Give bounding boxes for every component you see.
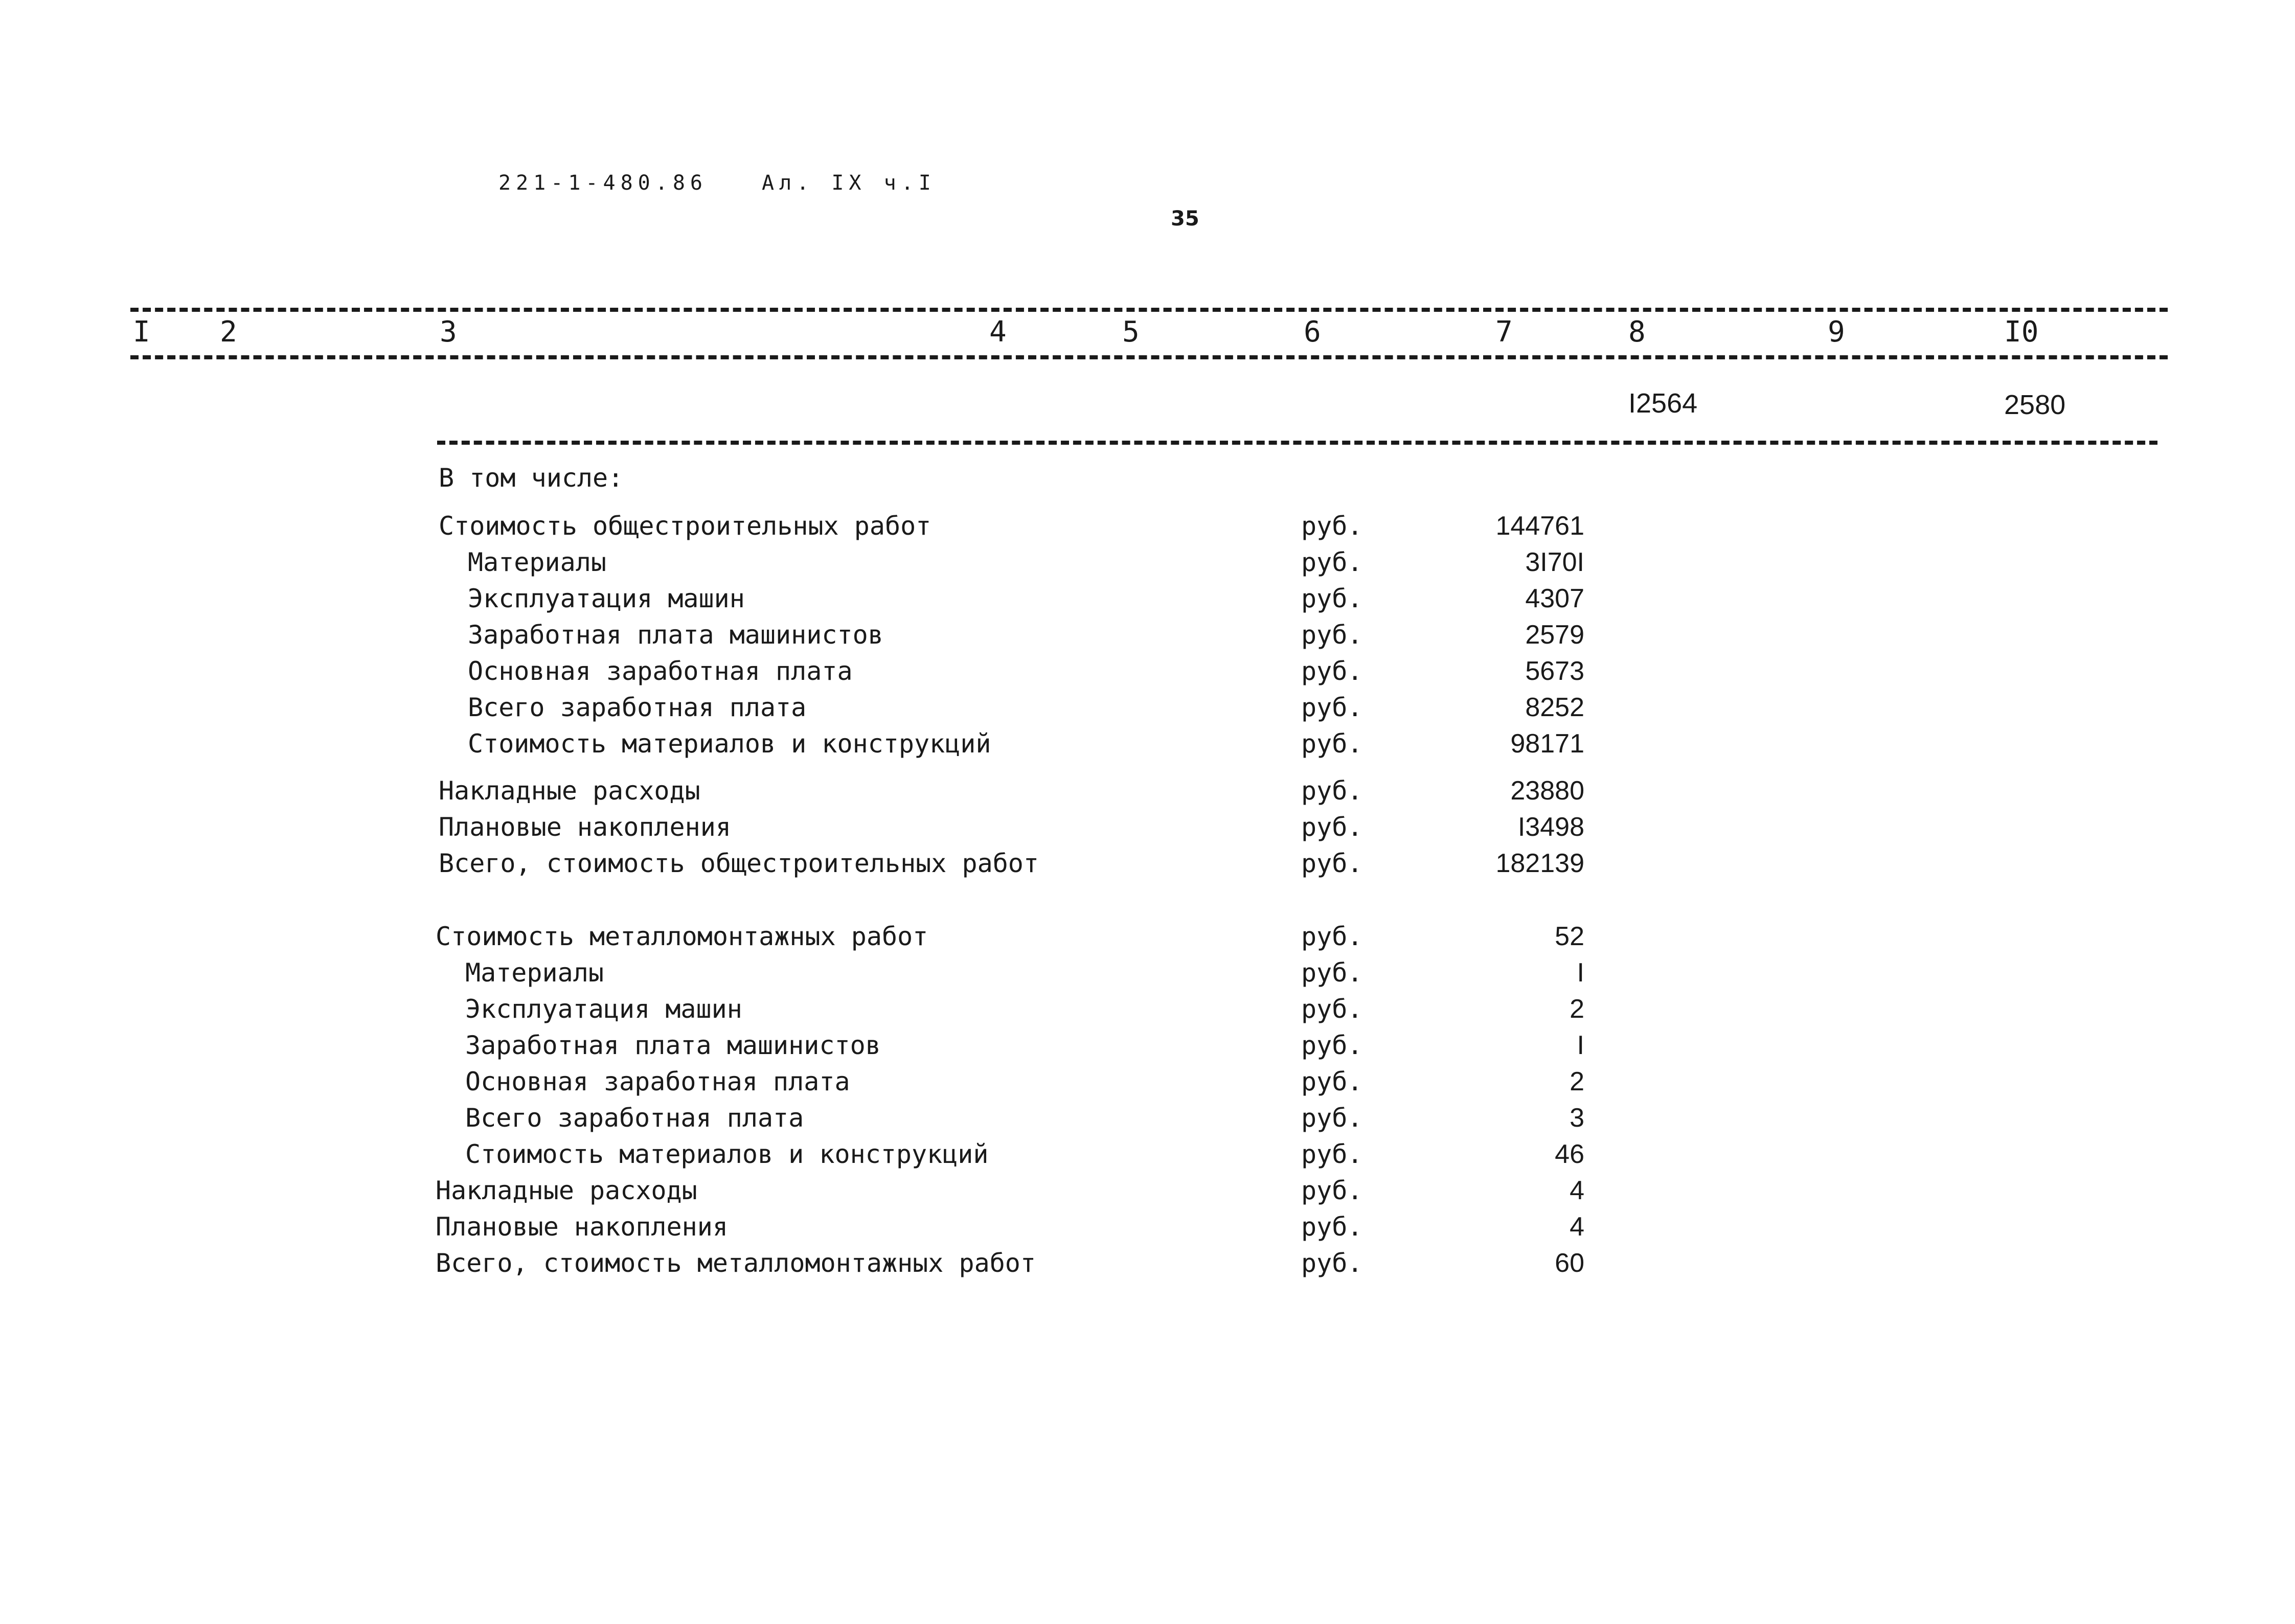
- item-unit: руб.: [1301, 547, 1363, 577]
- item-value: 5673: [1525, 656, 1584, 686]
- list-item: [0, 617, 2295, 653]
- total-column-8: I2564: [1628, 388, 1698, 419]
- item-label: Основная заработная плата: [468, 656, 853, 686]
- list-item: [0, 653, 2295, 689]
- item-unit: руб.: [1301, 1248, 1363, 1278]
- item-value: 4: [1570, 1212, 1584, 1242]
- column-number-10: I0: [2004, 315, 2039, 349]
- item-label: Всего заработная плата: [465, 1103, 804, 1133]
- item-value: 4307: [1525, 584, 1584, 613]
- item-value: 182139: [1495, 849, 1584, 878]
- item-value: 52: [1555, 922, 1584, 951]
- item-unit: руб.: [1301, 922, 1363, 951]
- list-item: [0, 544, 2295, 580]
- item-value: 4: [1570, 1176, 1584, 1205]
- item-value: 98171: [1510, 729, 1584, 759]
- item-value: 8252: [1525, 693, 1584, 722]
- item-unit: руб.: [1301, 656, 1363, 686]
- list-item: [0, 1027, 2295, 1063]
- list-item: [0, 690, 2295, 725]
- item-value: 3I70I: [1525, 547, 1584, 577]
- item-label: Заработная плата машинистов: [465, 1031, 881, 1060]
- item-label: Материалы: [465, 958, 604, 988]
- list-item: [0, 508, 2295, 544]
- list-item: [0, 1209, 2295, 1245]
- item-value: I: [1577, 1031, 1584, 1060]
- item-label: Накладные расходы: [439, 776, 700, 806]
- item-value: I3498: [1517, 812, 1584, 842]
- list-item: [0, 809, 2295, 845]
- item-value: 2: [1570, 1067, 1584, 1096]
- column-number-5: 5: [1122, 315, 1140, 349]
- header-bottom-rule: [130, 355, 2168, 359]
- item-value: 60: [1555, 1248, 1584, 1278]
- item-value: I: [1577, 958, 1584, 988]
- item-value: 2579: [1525, 620, 1584, 650]
- list-item: [0, 1136, 2295, 1172]
- item-unit: руб.: [1301, 620, 1363, 650]
- item-unit: руб.: [1301, 693, 1363, 722]
- item-unit: руб.: [1301, 776, 1363, 806]
- column-number-2: 2: [220, 315, 237, 349]
- item-value: 46: [1555, 1139, 1584, 1169]
- item-label: Стоимость материалов и конструкций: [465, 1139, 989, 1169]
- item-label: Стоимость металломонтажных работ: [436, 922, 928, 951]
- header-top-rule: [130, 308, 2168, 312]
- list-item: [0, 1245, 2295, 1281]
- list-item: [0, 1173, 2295, 1208]
- item-label: Всего заработная плата: [468, 693, 807, 722]
- item-value: 144761: [1495, 511, 1584, 541]
- column-number-8: 8: [1628, 315, 1646, 349]
- list-item: [0, 581, 2295, 616]
- column-number-6: 6: [1304, 315, 1321, 349]
- item-label: Накладные расходы: [436, 1176, 697, 1205]
- list-item: [0, 1100, 2295, 1136]
- item-unit: руб.: [1301, 511, 1363, 541]
- item-value: 2: [1570, 994, 1584, 1024]
- total-column-10: 2580: [2004, 390, 2066, 420]
- list-item: [0, 845, 2295, 881]
- item-label: Стоимость общестроительных работ: [439, 511, 931, 541]
- item-label: Плановые накопления: [439, 812, 731, 842]
- item-label: Материалы: [468, 547, 606, 577]
- item-unit: руб.: [1301, 729, 1363, 759]
- item-label: Заработная плата машинистов: [468, 620, 883, 650]
- item-unit: руб.: [1301, 958, 1363, 988]
- section-heading: В том числе:: [439, 463, 624, 493]
- item-unit: руб.: [1301, 1103, 1363, 1133]
- column-number-7: 7: [1495, 315, 1513, 349]
- column-number-3: 3: [440, 315, 457, 349]
- list-item: [0, 726, 2295, 762]
- totals-rule: [437, 441, 2157, 445]
- column-number-9: 9: [1828, 315, 1845, 349]
- list-item: [0, 1064, 2295, 1100]
- item-value: 3: [1570, 1103, 1584, 1133]
- item-unit: руб.: [1301, 584, 1363, 613]
- item-unit: руб.: [1301, 994, 1363, 1024]
- item-label: Эксплуатация машин: [465, 994, 742, 1024]
- item-label: Всего, стоимость общестроительных работ: [439, 849, 1039, 878]
- document-code: 221-1-480.86: [498, 171, 708, 195]
- column-number-4: 4: [989, 315, 1007, 349]
- item-label: Стоимость материалов и конструкций: [468, 729, 991, 759]
- page-number: 35: [1171, 207, 1199, 231]
- item-unit: руб.: [1301, 1212, 1363, 1242]
- list-item: [0, 955, 2295, 991]
- list-item: [0, 919, 2295, 954]
- item-label: Плановые накопления: [436, 1212, 728, 1242]
- item-unit: руб.: [1301, 1067, 1363, 1096]
- item-unit: руб.: [1301, 849, 1363, 878]
- item-label: Эксплуатация машин: [468, 584, 745, 613]
- item-unit: руб.: [1301, 812, 1363, 842]
- album-reference: Ал. IX ч.I: [762, 171, 936, 195]
- list-item: [0, 991, 2295, 1027]
- item-label: Всего, стоимость металломонтажных работ: [436, 1248, 1036, 1278]
- list-item: [0, 773, 2295, 809]
- item-unit: руб.: [1301, 1031, 1363, 1060]
- column-number-1: I: [133, 315, 150, 349]
- item-label: Основная заработная плата: [465, 1067, 850, 1096]
- item-unit: руб.: [1301, 1139, 1363, 1169]
- item-value: 23880: [1510, 776, 1584, 806]
- item-unit: руб.: [1301, 1176, 1363, 1205]
